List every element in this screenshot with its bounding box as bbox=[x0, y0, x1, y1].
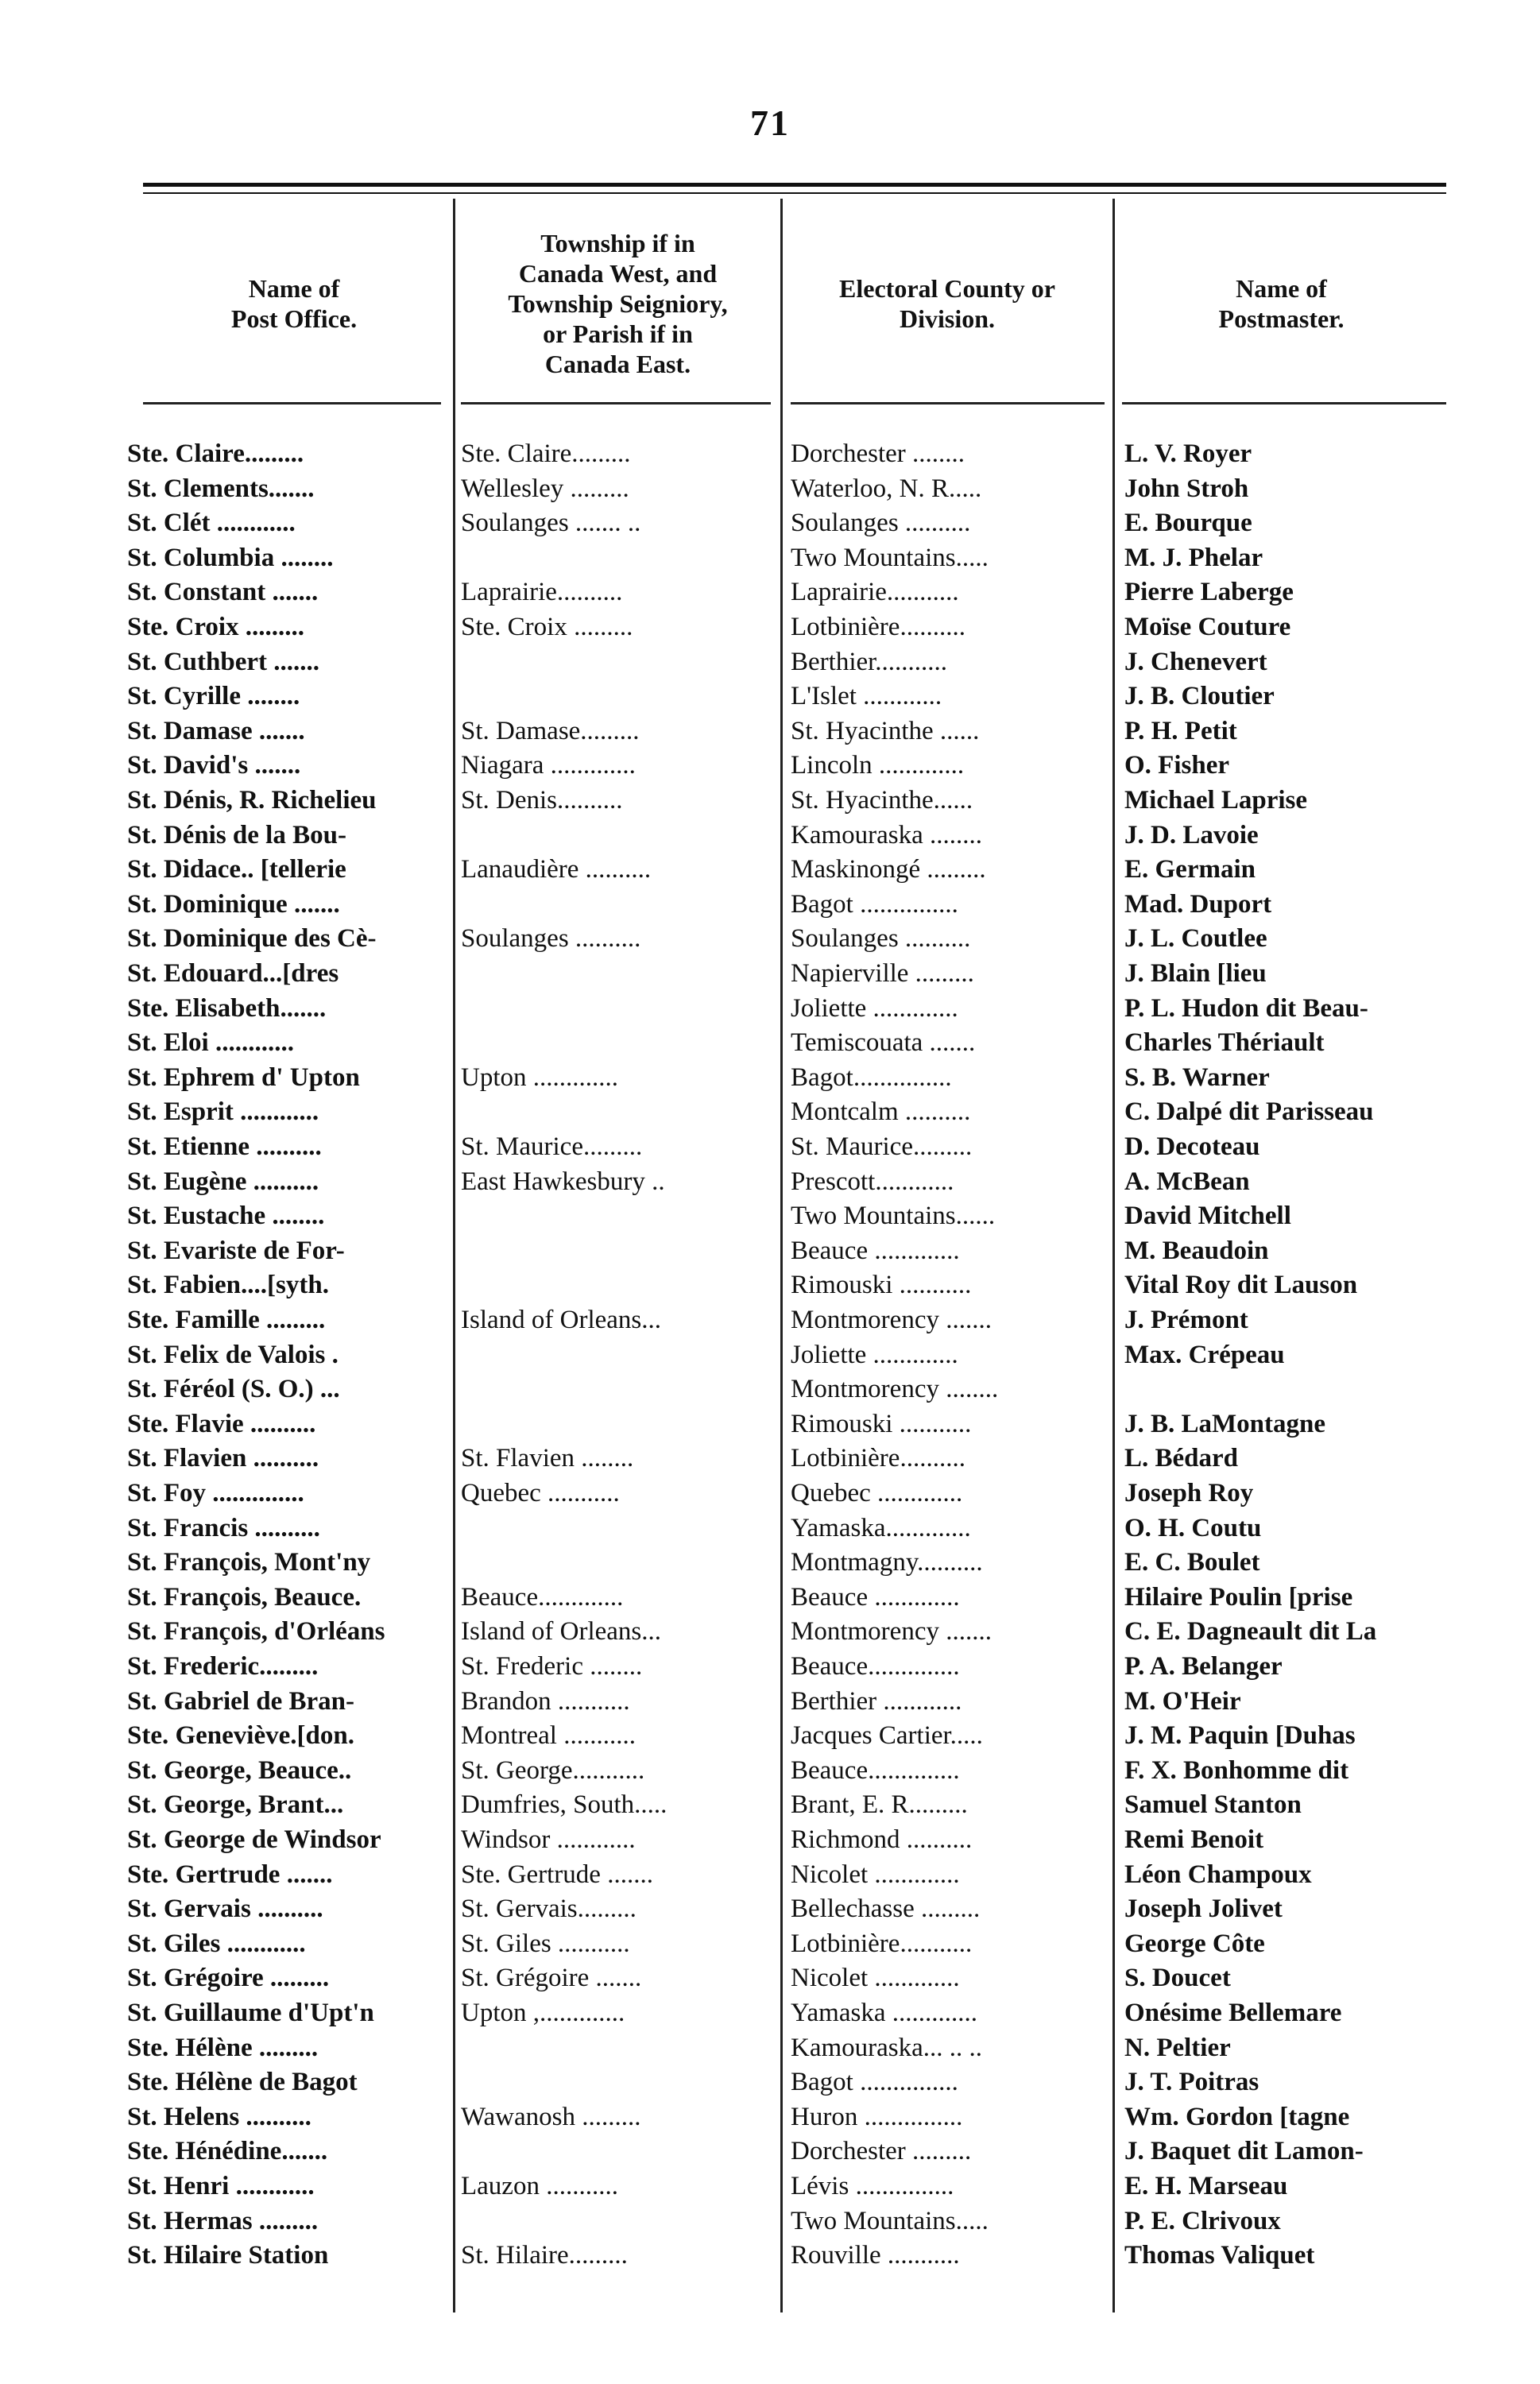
post-office-cell: St. Ephrem d' Upton bbox=[127, 1062, 360, 1092]
post-office-cell: St. Dominique ....... bbox=[127, 889, 340, 919]
postmaster-cell: Hilaire Poulin [prise bbox=[1124, 1582, 1353, 1612]
post-office-cell: St. François, Mont'ny bbox=[127, 1548, 371, 1577]
postmaster-cell: S. Doucet bbox=[1124, 1964, 1231, 1993]
table-row bbox=[0, 541, 1540, 576]
electoral-county-cell: Montmorency ........ bbox=[791, 1375, 999, 1404]
table-row bbox=[0, 784, 1540, 819]
table-row bbox=[0, 1165, 1540, 1200]
postmaster-cell: D. Decoteau bbox=[1124, 1132, 1260, 1161]
postmaster-cell: Samuel Stanton bbox=[1124, 1790, 1302, 1820]
post-office-cell: St. Clements....... bbox=[127, 474, 315, 503]
postmaster-cell: J. B. Cloutier bbox=[1124, 682, 1275, 711]
electoral-county-cell: Brant, E. R......... bbox=[791, 1790, 968, 1820]
table-row bbox=[0, 1858, 1540, 1893]
table-row bbox=[0, 437, 1540, 472]
table-row bbox=[0, 610, 1540, 645]
table-row bbox=[0, 888, 1540, 923]
post-office-cell: St. Edouard...[dres bbox=[127, 959, 339, 988]
electoral-county-cell: St. Maurice......... bbox=[791, 1132, 973, 1161]
post-office-cell: Ste. Famille ......... bbox=[127, 1306, 326, 1334]
top-rule bbox=[143, 183, 1446, 187]
post-office-cell: Ste. Croix ......... bbox=[127, 613, 305, 641]
table-row bbox=[0, 1234, 1540, 1269]
township-cell: Wawanosh ......... bbox=[461, 2102, 641, 2131]
township-cell bbox=[461, 679, 775, 714]
electoral-county-cell: Bellechasse ......... bbox=[791, 1894, 981, 1924]
postmaster-cell: John Stroh bbox=[1124, 474, 1249, 503]
post-office-cell: St. Cyrille ........ bbox=[127, 682, 300, 711]
electoral-county-cell: Nicolet ............. bbox=[791, 1964, 960, 1993]
post-office-cell: St. Dominique des Cè- bbox=[127, 924, 377, 954]
electoral-county-cell: Dorchester ........ bbox=[791, 439, 965, 468]
township-cell: St. Giles ........... bbox=[461, 1929, 630, 1958]
post-office-cell: St. Gabriel de Bran- bbox=[127, 1686, 354, 1716]
table-row bbox=[0, 2031, 1540, 2066]
post-office-cell: St. Columbia ........ bbox=[127, 543, 334, 572]
electoral-county-cell: Quebec ............. bbox=[791, 1479, 963, 1507]
post-office-cell: St. François, d'Orléans bbox=[127, 1617, 385, 1647]
township-cell bbox=[461, 1511, 775, 1546]
township-cell bbox=[461, 1372, 775, 1407]
electoral-county-cell: Lotbinière........... bbox=[791, 1929, 973, 1958]
table-row bbox=[0, 922, 1540, 957]
post-office-cell: St. Felix de Valois . bbox=[127, 1340, 339, 1369]
township-cell bbox=[461, 1546, 775, 1581]
post-office-cell: St. Henri ............ bbox=[127, 2172, 315, 2200]
township-cell: St. Denis.......... bbox=[461, 786, 623, 815]
postmaster-cell: O. Fisher bbox=[1124, 751, 1229, 780]
township-cell bbox=[461, 1199, 775, 1234]
table-row bbox=[0, 1996, 1540, 2031]
electoral-county-cell: Lotbinière.......... bbox=[791, 1444, 965, 1473]
electoral-county-cell: Beauce ............. bbox=[791, 1582, 960, 1612]
table-row bbox=[0, 1892, 1540, 1927]
post-office-cell: Ste. Gertrude ....... bbox=[127, 1860, 333, 1889]
post-office-cell: St. Helens .......... bbox=[127, 2102, 311, 2131]
electoral-county-cell: Maskinongé ......... bbox=[791, 855, 986, 884]
post-office-cell: St. George, Brant... bbox=[127, 1790, 344, 1820]
township-cell bbox=[461, 1338, 775, 1373]
electoral-county-cell: Bagot ............... bbox=[791, 2068, 958, 2097]
electoral-county-cell: Kamouraska... .. .. bbox=[791, 2033, 983, 2062]
table-row bbox=[0, 957, 1540, 992]
postmaster-cell: Onésime Bellemare bbox=[1124, 1999, 1342, 2027]
table-row bbox=[0, 1650, 1540, 1685]
post-office-cell: Ste. Flavie .......... bbox=[127, 1409, 316, 1438]
electoral-county-cell: Soulanges .......... bbox=[791, 509, 971, 538]
postmaster-cell: E. Bourque bbox=[1124, 509, 1252, 538]
postmaster-cell: Vital Roy dit Lauson bbox=[1124, 1271, 1358, 1300]
township-cell: Niagara ............. bbox=[461, 751, 636, 780]
postmaster-cell: E. H. Marseau bbox=[1124, 2172, 1288, 2200]
township-cell bbox=[461, 888, 775, 923]
table-row bbox=[0, 1685, 1540, 1720]
township-cell bbox=[461, 1095, 775, 1130]
post-office-cell: St. François, Beauce. bbox=[127, 1582, 362, 1612]
table-row bbox=[0, 1476, 1540, 1511]
table-row bbox=[0, 1442, 1540, 1476]
township-cell bbox=[461, 957, 775, 992]
township-cell: Quebec ........... bbox=[461, 1479, 620, 1507]
electoral-county-cell: Bagot ............... bbox=[791, 889, 958, 919]
post-office-cell: St. Francis .......... bbox=[127, 1513, 320, 1542]
postmaster-cell: David Mitchell bbox=[1124, 1202, 1291, 1231]
postmaster-cell: George Côte bbox=[1124, 1929, 1265, 1958]
electoral-county-cell: Jacques Cartier..... bbox=[791, 1721, 983, 1751]
post-office-cell: St. Grégoire ......... bbox=[127, 1964, 330, 1993]
postmaster-cell: L. V. Royer bbox=[1124, 439, 1252, 468]
table-row bbox=[0, 1338, 1540, 1373]
postmaster-cell: J. L. Coutlee bbox=[1124, 924, 1267, 954]
post-office-cell: St. Guillaume d'Upt'n bbox=[127, 1999, 374, 2027]
township-cell: Ste. Croix ......... bbox=[461, 613, 633, 641]
postmaster-cell: C. E. Dagneault dit La bbox=[1124, 1617, 1377, 1647]
postmaster-cell: M. Beaudoin bbox=[1124, 1236, 1269, 1265]
post-office-cell: St. Etienne .......... bbox=[127, 1132, 322, 1161]
township-cell: East Hawkesbury .. bbox=[461, 1167, 665, 1196]
post-office-cell: St. George, Beauce.. bbox=[127, 1755, 352, 1785]
postmaster-cell: J. M. Paquin [Duhas bbox=[1124, 1721, 1356, 1751]
table-row bbox=[0, 1927, 1540, 1962]
postmaster-cell: Pierre Laberge bbox=[1124, 578, 1294, 607]
table-row bbox=[0, 714, 1540, 749]
table-row bbox=[0, 1788, 1540, 1823]
township-cell: Soulanges ....... .. bbox=[461, 509, 641, 538]
postmaster-cell: J. B. LaMontagne bbox=[1124, 1409, 1326, 1438]
township-cell: Lanaudière .......... bbox=[461, 855, 652, 884]
postmaster-cell: P. A. Belanger bbox=[1124, 1652, 1283, 1681]
table-row bbox=[0, 2204, 1540, 2239]
postmaster-cell: J. Prémont bbox=[1124, 1306, 1248, 1334]
post-office-cell: Ste. Hélène ......... bbox=[127, 2033, 319, 2062]
township-cell: St. George........... bbox=[461, 1755, 645, 1785]
township-cell: St. Flavien ........ bbox=[461, 1444, 634, 1473]
post-office-cell: St. Damase ....... bbox=[127, 716, 305, 745]
electoral-county-cell: Lévis ............... bbox=[791, 2172, 954, 2200]
township-cell bbox=[461, 1026, 775, 1061]
township-cell bbox=[461, 645, 775, 680]
table-row bbox=[0, 2134, 1540, 2169]
post-office-cell: St. Giles ............ bbox=[127, 1929, 306, 1958]
header-rule bbox=[143, 402, 441, 404]
electoral-county-cell: Richmond .......... bbox=[791, 1825, 973, 1854]
electoral-county-cell: Berthier ............ bbox=[791, 1686, 962, 1716]
post-office-cell: Ste. Claire......... bbox=[127, 439, 304, 468]
table-row bbox=[0, 1372, 1540, 1407]
township-cell bbox=[461, 992, 775, 1027]
township-cell bbox=[461, 2204, 775, 2239]
table-row bbox=[0, 749, 1540, 784]
electoral-county-cell: Two Mountains...... bbox=[791, 1202, 996, 1231]
post-office-cell: Ste. Elisabeth....... bbox=[127, 993, 327, 1023]
township-cell: Lauzon ........... bbox=[461, 2172, 618, 2200]
table-row bbox=[0, 679, 1540, 714]
postmaster-cell: M. O'Heir bbox=[1124, 1686, 1241, 1716]
electoral-county-cell: Two Mountains..... bbox=[791, 2206, 989, 2235]
post-office-cell: St. Constant ....... bbox=[127, 578, 319, 607]
post-office-cell: St. Féréol (S. O.) ... bbox=[127, 1375, 340, 1404]
electoral-county-cell: Yamaska ............. bbox=[791, 1999, 977, 2027]
electoral-county-cell: Huron ............... bbox=[791, 2102, 963, 2131]
table-row bbox=[0, 1511, 1540, 1546]
electoral-county-cell: Joliette ............. bbox=[791, 1340, 958, 1369]
electoral-county-cell: Yamaska............. bbox=[791, 1513, 971, 1542]
postmaster-cell: A. McBean bbox=[1124, 1167, 1250, 1196]
post-office-cell: Ste. Hénédine....... bbox=[127, 2137, 328, 2166]
postmaster-cell: Thomas Valiquet bbox=[1124, 2241, 1315, 2270]
table-row bbox=[0, 1615, 1540, 1650]
township-cell bbox=[461, 541, 775, 576]
postmaster-cell: C. Dalpé dit Parisseau bbox=[1124, 1097, 1374, 1127]
township-cell: St. Grégoire ....... bbox=[461, 1964, 642, 1993]
table-row bbox=[0, 1095, 1540, 1130]
electoral-county-cell: Prescott............ bbox=[791, 1167, 954, 1196]
postmaster-cell: Charles Thériault bbox=[1124, 1028, 1325, 1058]
table-row bbox=[0, 2100, 1540, 2135]
electoral-county-cell: Montcalm .......... bbox=[791, 1097, 971, 1127]
post-office-cell: St. Frederic......... bbox=[127, 1652, 319, 1681]
post-office-cell: St. Esprit ............ bbox=[127, 1097, 319, 1127]
table-row bbox=[0, 2169, 1540, 2204]
postmaster-cell: Moïse Couture bbox=[1124, 613, 1291, 641]
table-row bbox=[0, 645, 1540, 680]
header-rule bbox=[791, 402, 1105, 404]
postmaster-cell: J. Chenevert bbox=[1124, 647, 1267, 676]
table-row bbox=[0, 575, 1540, 610]
post-office-cell: Ste. Hélène de Bagot bbox=[127, 2068, 358, 2097]
post-office-cell: Ste. Geneviève.[don. bbox=[127, 1721, 354, 1751]
post-office-cell: St. Dénis, R. Richelieu bbox=[127, 786, 377, 815]
header-rule bbox=[1122, 402, 1446, 404]
table-row bbox=[0, 853, 1540, 888]
postmaster-cell: Léon Champoux bbox=[1124, 1860, 1312, 1889]
electoral-county-cell: Beauce.............. bbox=[791, 1755, 960, 1785]
postmaster-cell: Joseph Roy bbox=[1124, 1479, 1254, 1507]
postmaster-cell: Remi Benoit bbox=[1124, 1825, 1264, 1854]
header-postmaster: Name of Postmaster. bbox=[1218, 274, 1345, 333]
post-office-cell: St. Eugène .......... bbox=[127, 1167, 319, 1196]
township-cell: Upton ,............. bbox=[461, 1999, 625, 2027]
table-row bbox=[0, 1026, 1540, 1061]
postmaster-cell: P. L. Hudon dit Beau- bbox=[1124, 993, 1368, 1023]
post-office-cell: St. George de Windsor bbox=[127, 1825, 381, 1854]
township-cell: Island of Orleans... bbox=[461, 1306, 662, 1334]
electoral-county-cell: Napierville ......... bbox=[791, 959, 974, 988]
township-cell: Laprairie.......... bbox=[461, 578, 623, 607]
table-row bbox=[0, 1546, 1540, 1581]
electoral-county-cell: Montmagny.......... bbox=[791, 1548, 983, 1577]
township-cell: Beauce............. bbox=[461, 1582, 624, 1612]
township-cell: Ste. Gertrude ....... bbox=[461, 1860, 653, 1889]
electoral-county-cell: L'Islet ............ bbox=[791, 682, 942, 711]
electoral-county-cell: Berthier........... bbox=[791, 647, 948, 676]
electoral-county-cell: Montmorency ....... bbox=[791, 1617, 992, 1647]
post-office-cell: St. Hilaire Station bbox=[127, 2241, 329, 2270]
electoral-county-cell: Beauce ............. bbox=[791, 1236, 960, 1265]
township-cell bbox=[461, 2031, 775, 2066]
electoral-county-cell: Kamouraska ........ bbox=[791, 820, 983, 849]
top-rule-thin bbox=[143, 192, 1446, 194]
township-cell: Ste. Claire......... bbox=[461, 439, 631, 468]
postmaster-cell: Max. Crépeau bbox=[1124, 1340, 1285, 1369]
table-row bbox=[0, 1823, 1540, 1858]
postmaster-cell: E. C. Boulet bbox=[1124, 1548, 1260, 1577]
table-row bbox=[0, 1961, 1540, 1996]
postmaster-cell: N. Peltier bbox=[1124, 2033, 1231, 2062]
electoral-county-cell: St. Hyacinthe...... bbox=[791, 786, 973, 815]
header-electoral-county: Electoral County or Division. bbox=[839, 274, 1055, 333]
table-row bbox=[0, 1130, 1540, 1165]
postmaster-cell: Wm. Gordon [tagne bbox=[1124, 2102, 1350, 2131]
postmaster-cell: P. E. Clrivoux bbox=[1124, 2206, 1281, 2235]
township-cell: Brandon ........... bbox=[461, 1686, 630, 1716]
table-row bbox=[0, 2239, 1540, 2274]
township-cell bbox=[461, 2065, 775, 2100]
postmaster-cell bbox=[1124, 1372, 1446, 1407]
post-office-cell: St. Flavien .......... bbox=[127, 1444, 319, 1473]
postmaster-cell: P. H. Petit bbox=[1124, 716, 1237, 745]
table-row bbox=[0, 1754, 1540, 1789]
post-office-cell: St. Eloi ............ bbox=[127, 1028, 294, 1058]
township-cell bbox=[461, 1268, 775, 1303]
electoral-county-cell: St. Hyacinthe ...... bbox=[791, 716, 980, 745]
township-cell bbox=[461, 819, 775, 853]
postmaster-cell: J. Blain [lieu bbox=[1124, 959, 1267, 988]
electoral-county-cell: Nicolet ............. bbox=[791, 1860, 960, 1889]
post-office-cell: St. Evariste de For- bbox=[127, 1236, 345, 1265]
township-cell: St. Damase......... bbox=[461, 716, 640, 745]
post-office-cell: St. Clét ............ bbox=[127, 509, 296, 538]
township-cell: St. Frederic ........ bbox=[461, 1652, 643, 1681]
post-office-cell: St. Didace.. [tellerie bbox=[127, 855, 346, 884]
township-cell: St. Maurice......... bbox=[461, 1132, 643, 1161]
electoral-county-cell: Lincoln ............. bbox=[791, 751, 965, 780]
township-cell bbox=[461, 1234, 775, 1269]
table-row bbox=[0, 2065, 1540, 2100]
post-office-cell: St. Gervais .......... bbox=[127, 1894, 323, 1924]
electoral-county-cell: Laprairie........... bbox=[791, 578, 959, 607]
electoral-county-cell: Beauce.............. bbox=[791, 1652, 960, 1681]
post-office-cell: St. Dénis de la Bou- bbox=[127, 820, 346, 849]
post-office-cell: St. Foy .............. bbox=[127, 1479, 304, 1507]
postmaster-cell: J. T. Poitras bbox=[1124, 2068, 1259, 2097]
electoral-county-cell: Rouville ........... bbox=[791, 2241, 960, 2270]
township-cell bbox=[461, 2134, 775, 2169]
electoral-county-cell: Two Mountains..... bbox=[791, 543, 989, 572]
postmaster-cell: J. D. Lavoie bbox=[1124, 820, 1259, 849]
electoral-county-cell: Rimouski ........... bbox=[791, 1271, 972, 1300]
postmaster-cell: Mad. Duport bbox=[1124, 889, 1272, 919]
postmaster-cell: Michael Laprise bbox=[1124, 786, 1308, 815]
header-post-office: Name of Post Office. bbox=[230, 274, 358, 333]
township-cell: Upton ............. bbox=[461, 1062, 618, 1092]
electoral-county-cell: Bagot............... bbox=[791, 1062, 952, 1092]
postmaster-cell: J. Baquet dit Lamon- bbox=[1124, 2137, 1364, 2166]
table-row bbox=[0, 472, 1540, 507]
township-cell: Windsor ............ bbox=[461, 1825, 636, 1854]
township-cell: Island of Orleans... bbox=[461, 1617, 662, 1647]
table-row bbox=[0, 1719, 1540, 1754]
page-number: 71 bbox=[750, 103, 790, 143]
township-cell: Wellesley ......... bbox=[461, 474, 629, 503]
electoral-county-cell: Joliette ............. bbox=[791, 993, 958, 1023]
electoral-county-cell: Dorchester ......... bbox=[791, 2137, 972, 2166]
table-row bbox=[0, 1199, 1540, 1234]
post-office-cell: St. Fabien....[syth. bbox=[127, 1271, 329, 1300]
township-cell: Montreal ........... bbox=[461, 1721, 636, 1751]
header-rule bbox=[461, 402, 771, 404]
postmaster-cell: F. X. Bonhomme dit bbox=[1124, 1755, 1349, 1785]
table-row bbox=[0, 1581, 1540, 1616]
post-office-cell: St. Cuthbert ....... bbox=[127, 647, 320, 676]
postmaster-cell: M. J. Phelar bbox=[1124, 543, 1263, 572]
township-cell bbox=[461, 1407, 775, 1442]
postmaster-cell: E. Germain bbox=[1124, 855, 1256, 884]
electoral-county-cell: Temiscouata ....... bbox=[791, 1028, 976, 1058]
table-row bbox=[0, 819, 1540, 853]
postmaster-cell: O. H. Coutu bbox=[1124, 1513, 1262, 1542]
post-office-cell: St. David's ....... bbox=[127, 751, 301, 780]
township-cell: St. Gervais......... bbox=[461, 1894, 637, 1924]
electoral-county-cell: Lotbinière.......... bbox=[791, 613, 965, 641]
table-row bbox=[0, 1061, 1540, 1096]
postmaster-cell: S. B. Warner bbox=[1124, 1062, 1270, 1092]
post-office-cell: St. Hermas ......... bbox=[127, 2206, 319, 2235]
table-row bbox=[0, 1407, 1540, 1442]
table-row bbox=[0, 1268, 1540, 1303]
post-office-cell: St. Eustache ........ bbox=[127, 1202, 325, 1231]
electoral-county-cell: Soulanges .......... bbox=[791, 924, 971, 954]
table-row bbox=[0, 506, 1540, 541]
table-row bbox=[0, 1303, 1540, 1338]
township-cell: Soulanges .......... bbox=[461, 924, 641, 954]
header-township: Township if in Canada West, and Township Seigniory, or Parish if in Canada East. bbox=[508, 229, 728, 378]
electoral-county-cell: Rimouski ........... bbox=[791, 1409, 972, 1438]
electoral-county-cell: Montmorency ....... bbox=[791, 1306, 992, 1334]
postmaster-cell: Joseph Jolivet bbox=[1124, 1894, 1283, 1924]
postmaster-cell: L. Bédard bbox=[1124, 1444, 1239, 1473]
electoral-county-cell: Waterloo, N. R..... bbox=[791, 474, 982, 503]
township-cell: Dumfries, South..... bbox=[461, 1790, 667, 1820]
township-cell: St. Hilaire......... bbox=[461, 2241, 628, 2270]
table-row bbox=[0, 992, 1540, 1027]
